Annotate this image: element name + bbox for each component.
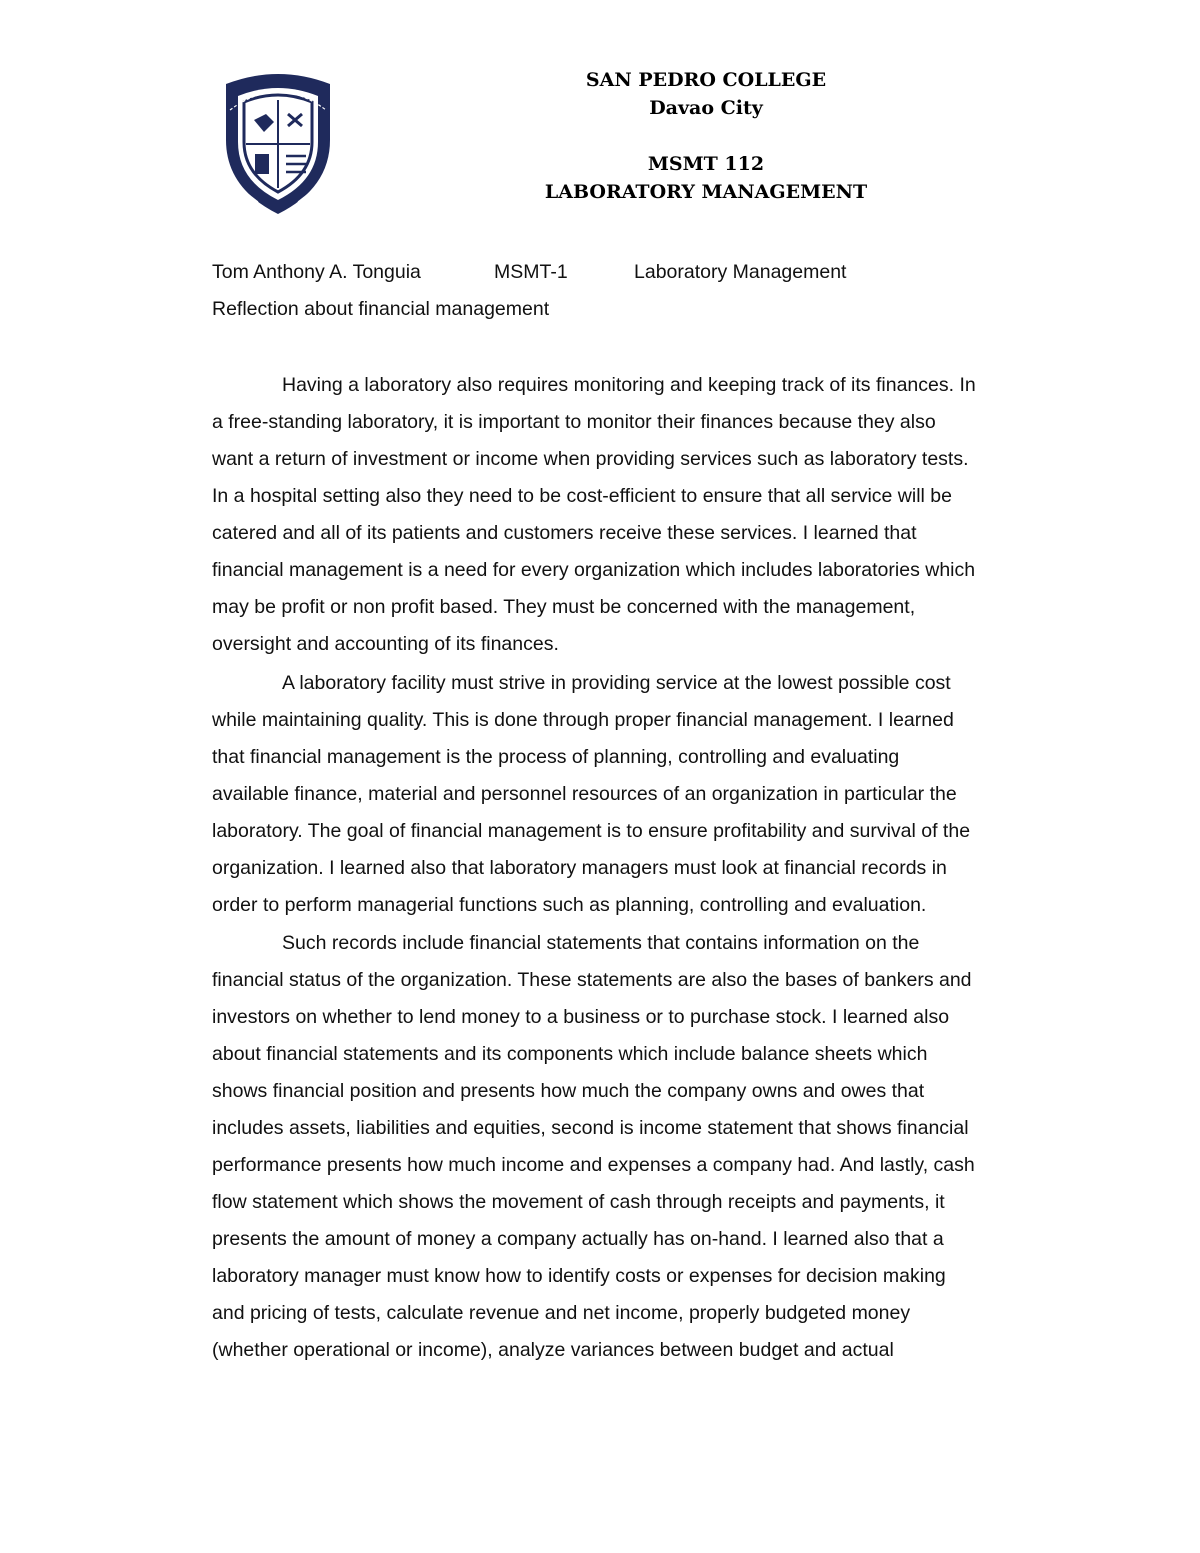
school-seal-icon [222, 70, 334, 216]
paragraph-line: available finance, material and personnel resources of an organization in particular the [212, 783, 957, 805]
subject-name: Laboratory Management [634, 261, 847, 283]
paragraph-line: flow statement which shows the movement of cash through receipts and payments, it [212, 1191, 945, 1213]
document-header [456, 66, 956, 122]
college-name: SAN PEDRO COLLEGE [585, 69, 827, 91]
student-name: Tom Anthony A. Tonguia [212, 261, 421, 283]
paragraph-1 [212, 372, 1072, 668]
paragraph-line: order to perform managerial functions such as planning, controlling and evaluation. [212, 894, 927, 916]
paragraph-line: laboratory manager must know how to identify costs or expenses for decision making [212, 1265, 946, 1287]
paragraph-line: while maintaining quality. This is done through proper financial management. I learned [212, 709, 954, 731]
paragraph-line: catered and all of its patients and customers receive these services. I learned that [212, 522, 917, 544]
paragraph-line: In a hospital setting also they need to be cost-efficient to ensure that all service will be [212, 485, 952, 507]
paragraph-line: a free-standing laboratory, it is important to monitor their finances because they also [212, 411, 936, 433]
paragraph-line: that financial management is the process of planning, controlling and evaluating [212, 746, 900, 768]
paragraph-2 [212, 670, 1072, 929]
paragraph-line: and pricing of tests, calculate revenue and net income, properly budgeted money [212, 1302, 911, 1324]
paragraph-line: financial management is a need for every organization which includes laboratories which [212, 559, 976, 581]
course-header [456, 150, 956, 206]
paragraph-line: financial status of the organization. These statements are also the bases of bankers and [212, 969, 972, 991]
student-section: MSMT-1 [494, 261, 568, 283]
paragraph-line: oversight and accounting of its finances. [212, 633, 559, 655]
student-info-row [212, 261, 1012, 289]
paragraph-line: includes assets, liabilities and equities, second is income statement that shows financial [212, 1117, 969, 1139]
course-code: MSMT 112 [647, 153, 765, 175]
paragraph-line: organization. I learned also that laboratory managers must look at financial records in [212, 857, 947, 879]
paragraph-line: investors on whether to lend money to a business or to purchase stock. I learned also [212, 1006, 950, 1028]
paragraph-line: about financial statements and its components which include balance sheets which [212, 1043, 928, 1065]
paragraph-line: laboratory. The goal of financial management is to ensure profitability and survival of the [212, 820, 971, 842]
college-city: Davao City [649, 97, 763, 119]
paragraph-line: (whether operational or income), analyze variances between budget and actual [212, 1339, 894, 1361]
paragraph-line: presents the amount of money a company actually has on-hand. I learned also that a [212, 1228, 944, 1250]
paragraph-line: Having a laboratory also requires monitoring and keeping track of its finances. In [282, 374, 976, 396]
paragraph-line: shows financial position and presents how much the company owns and owes that [212, 1080, 925, 1102]
paragraph-line: A laboratory facility must strive in providing service at the lowest possible cost [282, 672, 951, 694]
paragraph-3 [212, 930, 1072, 1374]
paragraph-line: may be profit or non profit based. They must be concerned with the management, [212, 596, 916, 618]
paragraph-line: want a return of investment or income when providing services such as laboratory tests. [212, 448, 969, 470]
paragraph-line: Such records include financial statements that contains information on the [282, 932, 920, 954]
course-title: LABORATORY MANAGEMENT [544, 181, 868, 203]
paragraph-line: performance presents how much income and expenses a company had. And lastly, cash [212, 1154, 975, 1176]
reflection-title: Reflection about financial management [212, 298, 550, 320]
